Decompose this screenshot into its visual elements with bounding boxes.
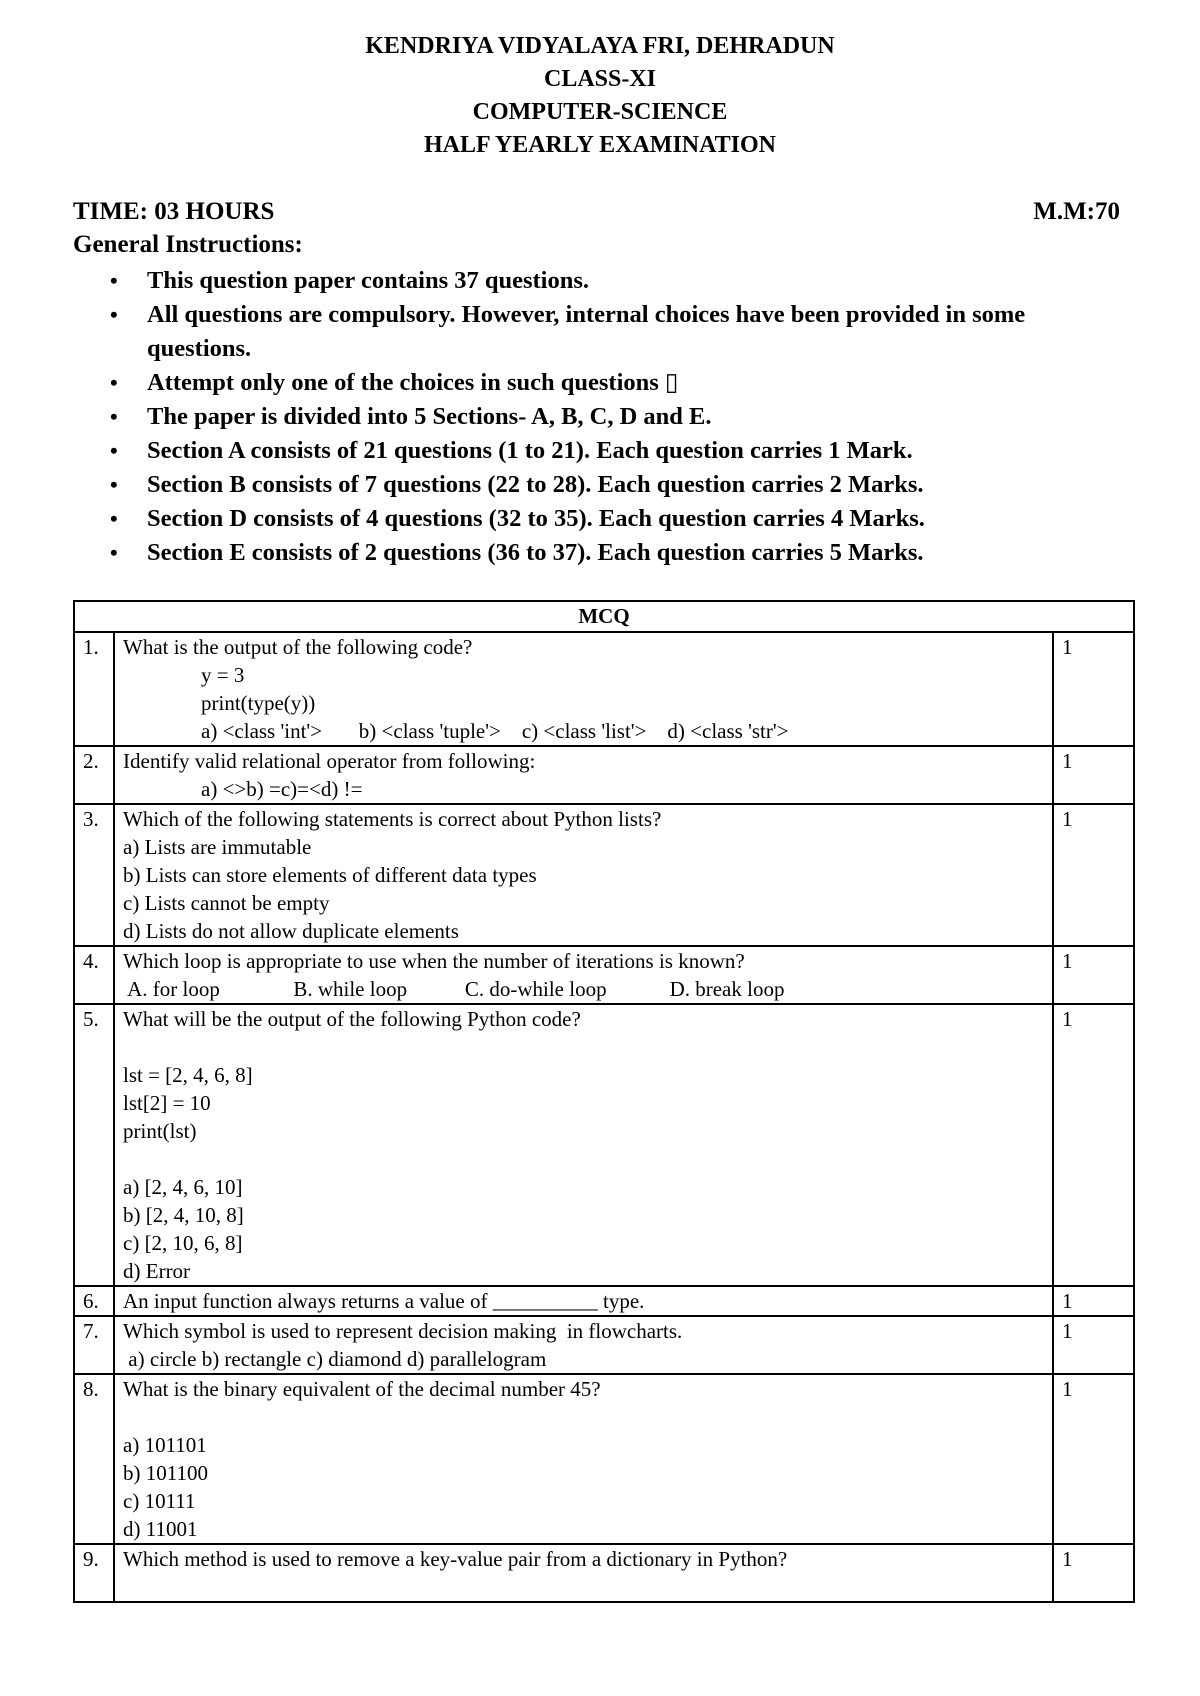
instruction-item: • Section E consists of 2 questions (36 to 37). Each question carries 5 Marks. [110, 536, 1130, 570]
option-line: a) [2, 4, 6, 10] [123, 1175, 243, 1199]
question-number: 3. [74, 804, 114, 946]
exam-name: HALF YEARLY EXAMINATION [423, 132, 777, 158]
section-title: MCQ [74, 601, 1134, 632]
bullet-icon: • [110, 472, 118, 497]
option-line: c) 10111 [123, 1489, 196, 1513]
table-row [74, 1544, 1134, 1602]
option-line: c) Lists cannot be empty [123, 891, 330, 915]
question-number: 6. [74, 1286, 114, 1316]
options-line: a) <>b) =c)=<d) != [201, 777, 363, 801]
question-marks: 1 [1053, 804, 1134, 946]
instruction-item: • Section A consists of 21 questions (1 to 21). Each question carries 1 Mark. [110, 434, 1130, 468]
instructions-heading: General Instructions: [73, 231, 303, 258]
question-text: What is the binary equivalent of the decimal number 45? [123, 1377, 601, 1401]
bullet-icon: • [110, 506, 118, 531]
question-number: 1. [74, 632, 114, 746]
question-number: 2. [74, 746, 114, 804]
instruction-item: • Section D consists of 4 questions (32 to 35). Each question carries 4 Marks. [110, 502, 1130, 536]
table-row [74, 1316, 1134, 1374]
code-line: print(type(y)) [201, 691, 316, 715]
question-marks: 1 [1053, 1374, 1134, 1544]
question-cell [114, 1286, 1053, 1316]
options-line: a) circle b) rectangle c) diamond d) parallelogram [123, 1347, 547, 1371]
question-marks: 1 [1053, 632, 1134, 746]
question-cell [114, 746, 1053, 804]
subject-name: COMPUTER-SCIENCE [472, 99, 728, 125]
option-line: d) 11001 [123, 1517, 198, 1541]
bullet-icon: • [110, 404, 118, 429]
bullet-icon: • [110, 268, 118, 293]
table-row [74, 946, 1134, 1004]
option-line: b) [2, 4, 10, 8] [123, 1203, 244, 1227]
question-cell [114, 632, 1053, 746]
question-marks: 1 [1053, 1004, 1134, 1286]
exam-header [0, 30, 1200, 162]
instruction-item: • Attempt only one of the choices in such questions ▯ [110, 366, 1130, 400]
question-number: 5. [74, 1004, 114, 1286]
question-cell [114, 946, 1053, 1004]
option-line: b) Lists can store elements of different data types [123, 863, 537, 887]
question-cell [114, 1544, 1053, 1602]
table-row [74, 804, 1134, 946]
option-line: a) 101101 [123, 1433, 207, 1457]
question-text: Which of the following statements is correct about Python lists? [123, 807, 662, 831]
option-line: a) Lists are immutable [123, 835, 312, 859]
question-cell [114, 1004, 1053, 1286]
question-marks: 1 [1053, 1316, 1134, 1374]
question-text: An input function always returns a value of __________ type. [123, 1289, 645, 1313]
question-marks: 1 [1053, 946, 1134, 1004]
max-marks: M.M:70 [1033, 198, 1120, 225]
code-line: lst[2] = 10 [123, 1091, 211, 1115]
option-line: b) 101100 [123, 1461, 208, 1485]
code-line: lst = [2, 4, 6, 8] [123, 1063, 253, 1087]
question-cell [114, 1374, 1053, 1544]
option-line: c) [2, 10, 6, 8] [123, 1231, 243, 1255]
question-number: 9. [74, 1544, 114, 1602]
question-text: Which method is used to remove a key-value pair from a dictionary in Python? [123, 1547, 788, 1571]
question-number: 7. [74, 1316, 114, 1374]
question-number: 8. [74, 1374, 114, 1544]
class-name: CLASS-XI [543, 66, 657, 92]
question-text: What will be the output of the following Python code? [123, 1007, 581, 1031]
question-text: Identify valid relational operator from following: [123, 749, 536, 773]
code-line: print(lst) [123, 1119, 197, 1143]
table-row [74, 1004, 1134, 1286]
options-line: A. for loop B. while loop C. do-while loop D. break loop [123, 977, 785, 1001]
instruction-item: • This question paper contains 37 questions. [110, 264, 1130, 298]
mcq-table [73, 600, 1135, 1603]
table-row [74, 746, 1134, 804]
question-cell [114, 804, 1053, 946]
instruction-item: • All questions are compulsory. However, internal choices have been provided in some questions. [110, 298, 1130, 366]
question-marks: 1 [1053, 1544, 1134, 1602]
bullet-icon: • [110, 302, 118, 327]
exam-time: TIME: 03 HOURS [73, 198, 275, 225]
option-line: d) Lists do not allow duplicate elements [123, 919, 459, 943]
option-line: d) Error [123, 1259, 191, 1283]
table-row [74, 1374, 1134, 1544]
bullet-icon: • [110, 438, 118, 463]
question-cell [114, 1316, 1053, 1374]
code-line: y = 3 [201, 663, 245, 687]
question-marks: 1 [1053, 746, 1134, 804]
bullet-icon: • [110, 540, 118, 565]
options-line: a) <class 'int'> b) <class 'tuple'> c) <class 'list'> d) <class 'str'> [201, 719, 789, 743]
instruction-item: • Section B consists of 7 questions (22 to 28). Each question carries 2 Marks. [110, 468, 1130, 502]
table-row [74, 632, 1134, 746]
question-text: What is the output of the following code? [123, 635, 473, 659]
instructions-list [110, 264, 1130, 570]
table-header-row [74, 601, 1134, 632]
question-text: Which loop is appropriate to use when the number of iterations is known? [123, 949, 745, 973]
bullet-icon: • [110, 370, 118, 395]
question-number: 4. [74, 946, 114, 1004]
table-row [74, 1286, 1134, 1316]
school-name: KENDRIYA VIDYALAYA FRI, DEHRADUN [365, 33, 835, 59]
instruction-item: • The paper is divided into 5 Sections- A, B, C, D and E. [110, 400, 1130, 434]
question-text: Which symbol is used to represent decision making in flowcharts. [123, 1319, 683, 1343]
question-marks: 1 [1053, 1286, 1134, 1316]
